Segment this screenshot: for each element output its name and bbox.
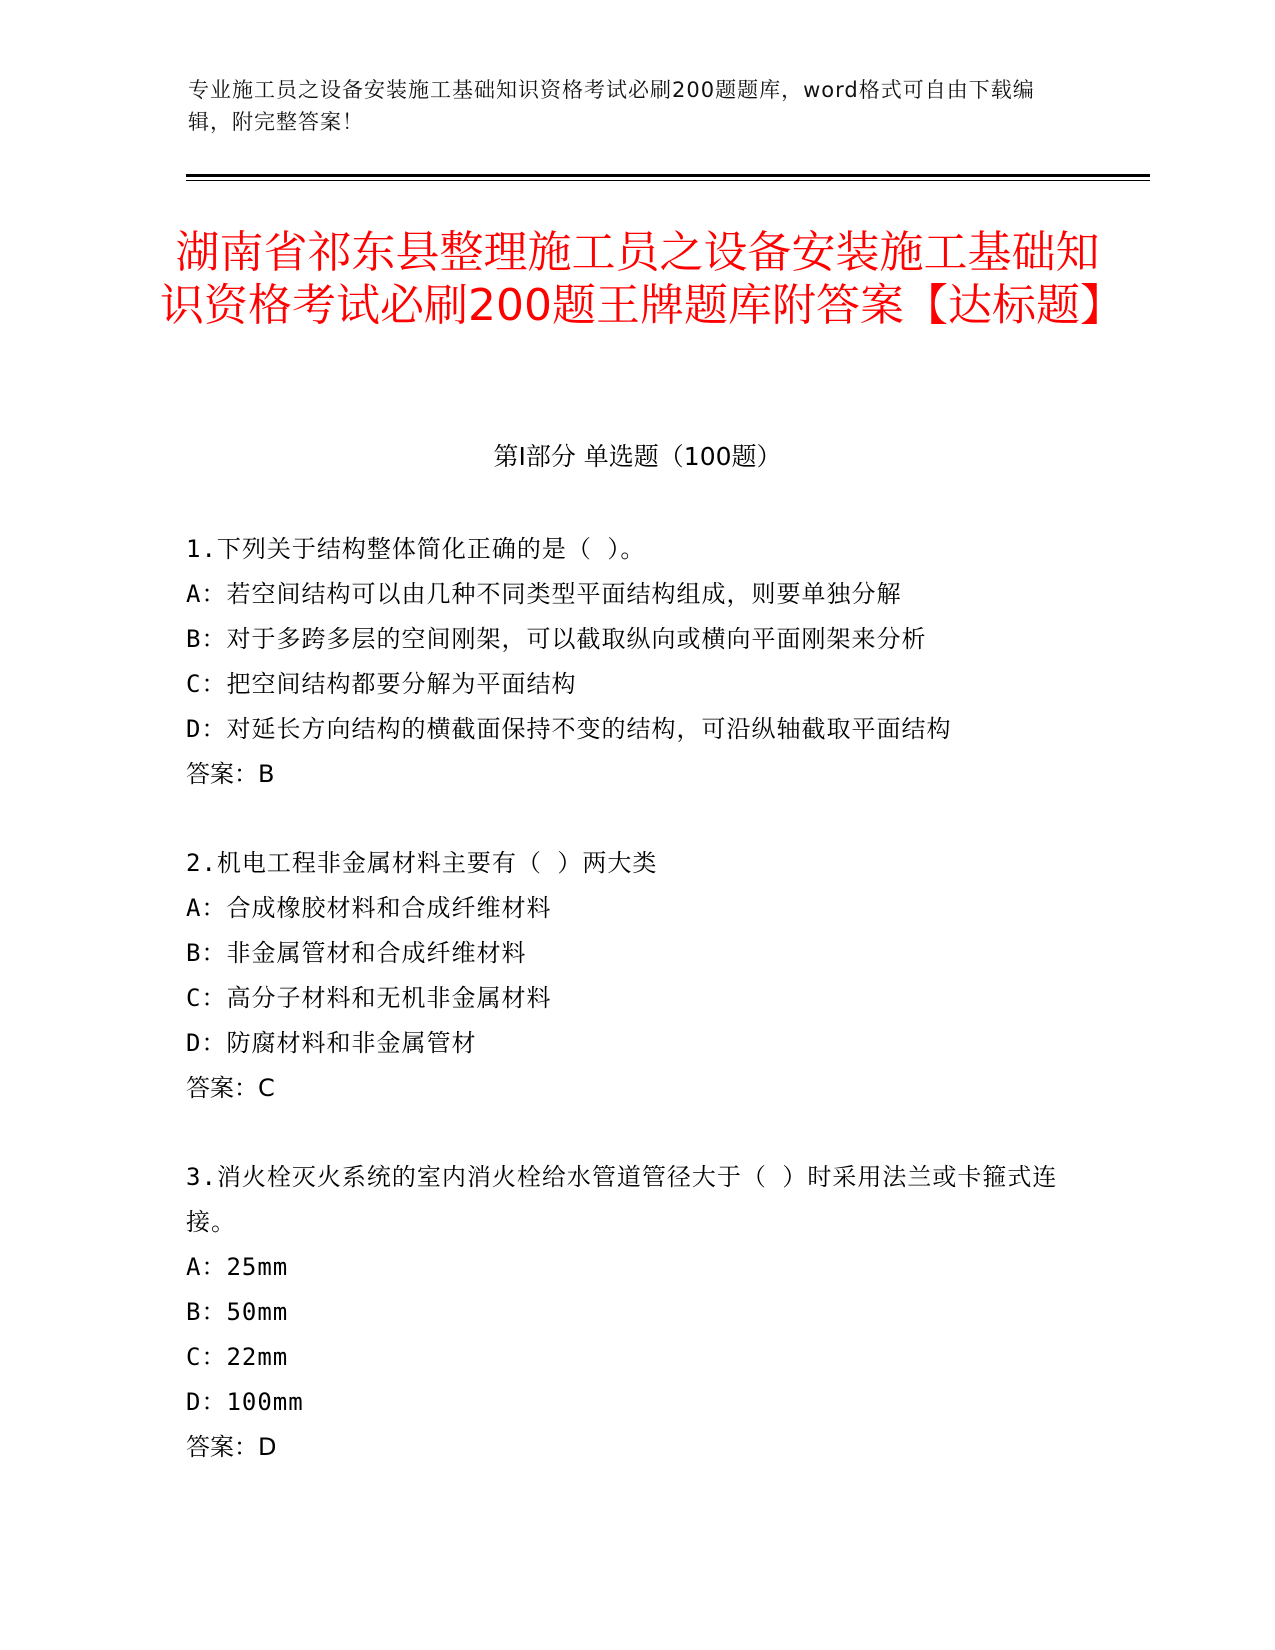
question-stem: 2.机电工程非金属材料主要有（ ）两大类: [186, 849, 658, 877]
option-d: D：对延长方向结构的横截面保持不变的结构，可沿纵轴截取平面结构: [186, 715, 952, 743]
question-stem: 3.消火栓灭火系统的室内消火栓给水管道管径大于（ ）时采用法兰或卡箍式连接。: [186, 1163, 1058, 1236]
option-b: B：非金属管材和合成纤维材料: [186, 939, 527, 967]
answer-line: 答案：B: [186, 760, 275, 788]
option-a: A：25mm: [186, 1253, 289, 1281]
option-c: C：22mm: [186, 1343, 289, 1371]
option-d: D：100mm: [186, 1388, 304, 1416]
answer-line: 答案：C: [186, 1074, 275, 1102]
option-b: B：50mm: [186, 1298, 289, 1326]
option-c: C：把空间结构都要分解为平面结构: [186, 670, 577, 698]
header-divider-thin: [186, 180, 1150, 181]
option-a: A：合成橡胶材料和合成纤维材料: [186, 894, 552, 922]
document-title: 湖南省祁东县整理施工员之设备安装施工基础知识资格考试必刷200题王牌题库附答案【达标题】: [160, 227, 1124, 331]
header-note: 专业施工员之设备安装施工基础知识资格考试必刷200题题库，word格式可自由下载编辑，附完整答案！: [188, 78, 1035, 134]
answer-line: 答案：D: [186, 1433, 277, 1461]
question-stem: 1.下列关于结构整体简化正确的是（ ）。: [186, 535, 646, 563]
header-divider-thick: [186, 174, 1150, 177]
option-d: D：防腐材料和非金属管材: [186, 1029, 477, 1057]
option-a: A：若空间结构可以由几种不同类型平面结构组成，则要单独分解: [186, 580, 902, 608]
section-title: 第Ⅰ部分 单选题（100题）: [493, 442, 782, 471]
question-2: [186, 841, 1076, 1111]
question-1: [186, 527, 1076, 797]
option-c: C：高分子材料和无机非金属材料: [186, 984, 552, 1012]
option-b: B：对于多跨多层的空间刚架，可以截取纵向或横向平面刚架来分析: [186, 625, 927, 653]
question-3: [186, 1155, 1076, 1470]
question-list: [186, 527, 1076, 1514]
